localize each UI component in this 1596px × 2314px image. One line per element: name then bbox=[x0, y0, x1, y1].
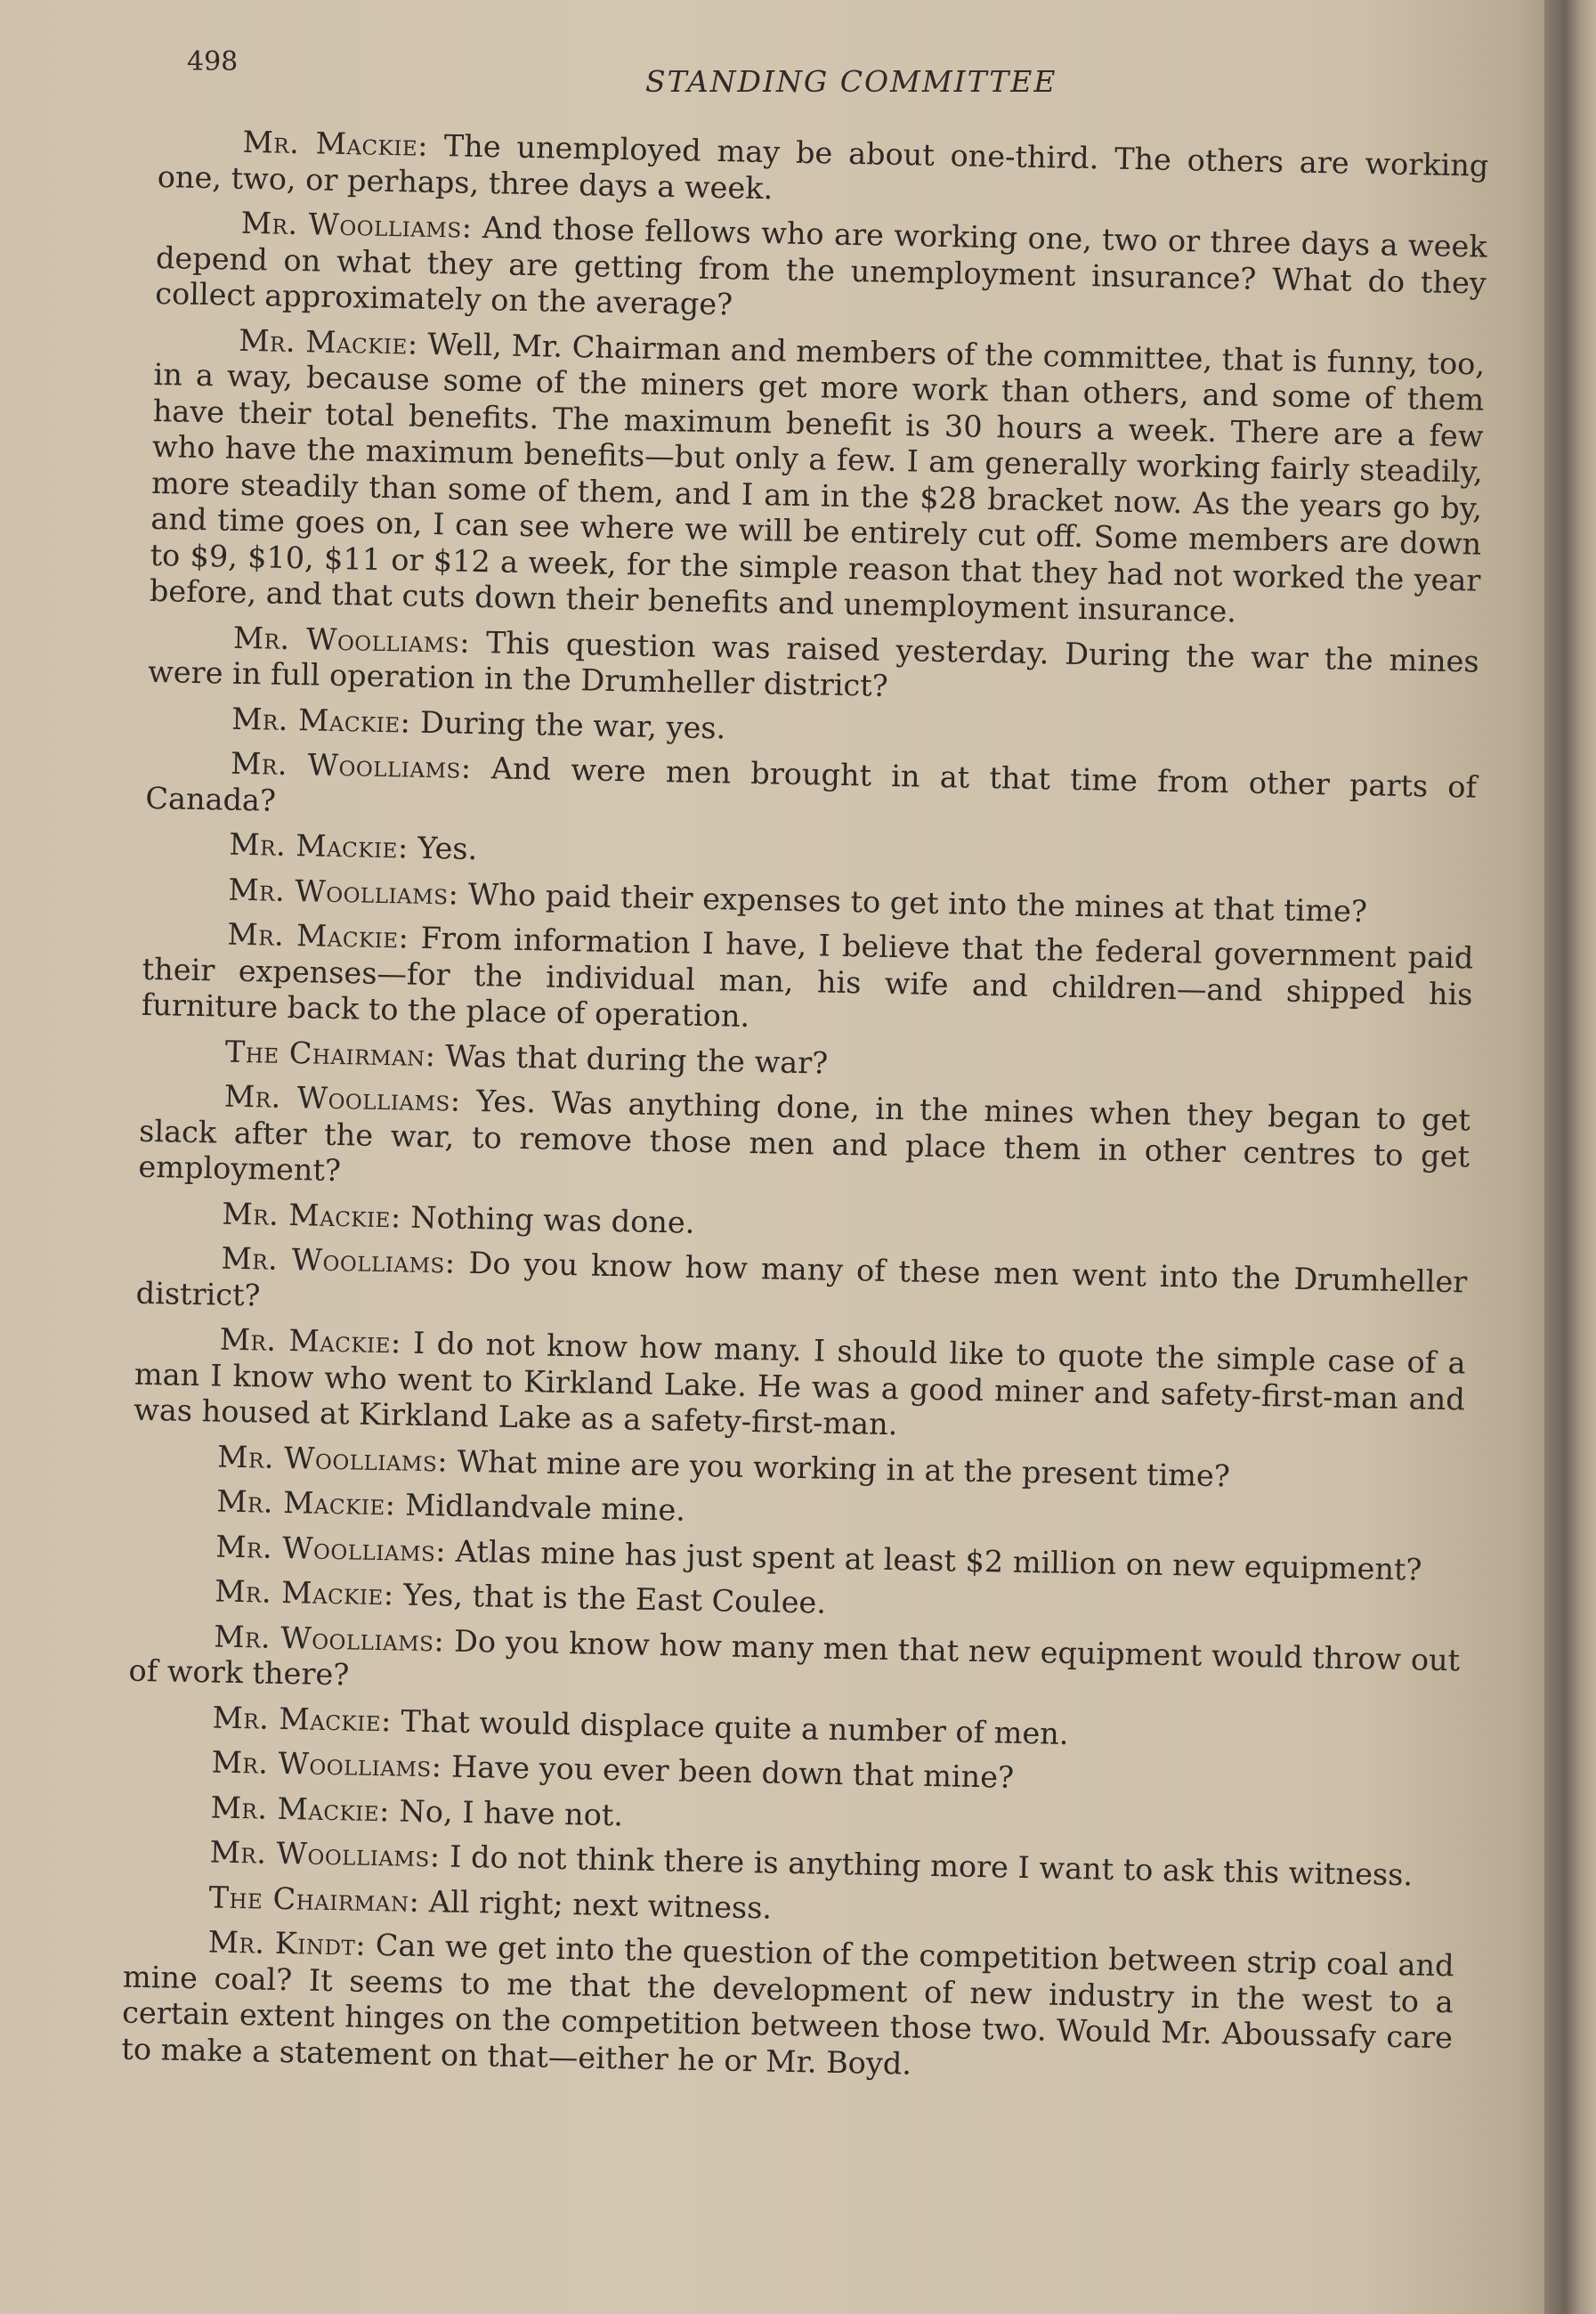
speaker-label: Mr. Woolliams: bbox=[240, 205, 473, 245]
paragraph bbox=[128, 1617, 1460, 1715]
paragraph-text: Yes. bbox=[408, 830, 478, 867]
speaker-label: Mr. Mackie: bbox=[242, 124, 429, 163]
speaker-label: Mr. Woolliams: bbox=[211, 1744, 442, 1784]
speaker-label: Mr. Woolliams: bbox=[214, 1619, 445, 1658]
paragraph-text: All right; next witness. bbox=[418, 1883, 773, 1926]
paragraph-text: And those fellows who are working one, two or three days a week depend on what they are getting from the unemployment insurance? What do they collect approximately on the average? bbox=[154, 209, 1487, 322]
paragraph-text: Nothing was done. bbox=[401, 1198, 695, 1240]
paragraph-text: Atlas mine has just spent at least $2 million on new equipment? bbox=[445, 1533, 1422, 1587]
paragraph-text: And were men brought in at that time from other parts of Canada? bbox=[145, 750, 1478, 818]
paragraph-text: Well, Mr. Chairman and members of the committee, that is funny, too, in a way, because some of the miners get more work than others, and some of them have their total benefits. The maximum benefit is 30 hours a week. There are a few who have the maximum benefits—but only a few. I am generally working fairly steadily, more steadily than some of them, and I am in the $28 bracket now. As the years go by, and time goes on, I can see where we will be entirely cut off. Some members are down to $9, $10, $11 or $12 a week, for the simple reason that they had not worked the year before, and that cuts down their benefits and unemployment insurance. bbox=[149, 326, 1486, 629]
paragraph bbox=[155, 204, 1487, 337]
paragraph-text: That would displace quite a number of men. bbox=[391, 1702, 1069, 1751]
speaker-label: Mr. Mackie: bbox=[212, 1699, 393, 1738]
speaker-label: The Chairman: bbox=[224, 1034, 436, 1073]
speaker-label: Mr. Kindt: bbox=[207, 1924, 367, 1962]
book-spine-shadow bbox=[1544, 0, 1596, 2314]
paragraph bbox=[134, 1320, 1466, 1454]
speaker-label: Mr. Mackie: bbox=[231, 701, 411, 740]
paragraph-text: Yes. Was anything done, in the mines when they began to get slack after the war, to remove those men and place them in other centres to get employment? bbox=[138, 1083, 1471, 1189]
paragraph bbox=[142, 915, 1474, 1049]
paragraph bbox=[121, 1923, 1454, 2093]
speaker-label: Mr. Mackie: bbox=[222, 1196, 402, 1234]
paragraph bbox=[135, 1239, 1467, 1337]
paragraph-text: Who paid their expenses to get into the mines at that time? bbox=[458, 876, 1368, 929]
paragraph bbox=[150, 321, 1486, 635]
paragraph-text: From information I have, I believe that the federal government paid their expenses—for the individual man, his wife and children—and shipped his furniture back to the place of operation. bbox=[141, 920, 1474, 1034]
paragraph bbox=[145, 744, 1477, 842]
speaker-label: Mr. Woolliams: bbox=[216, 1439, 449, 1479]
speaker-label: Mr. Mackie: bbox=[238, 322, 419, 361]
paragraph-text: Yes, that is the East Coulee. bbox=[393, 1577, 827, 1620]
paragraph-text: Midlandvale mine. bbox=[395, 1487, 686, 1528]
paragraph-text: I do not think there is anything more I want to ask this witness. bbox=[440, 1839, 1414, 1893]
speaker-label: Mr. Mackie: bbox=[219, 1321, 402, 1360]
speaker-label: Mr. Woolliams: bbox=[232, 620, 471, 660]
paragraph-text: Can we get into the question of the competition between strip coal and mine coal? It seems to me that the development of new industry in the west to a certain extent hinges on the competition between those two. Would Mr. Aboussafy care to make a statement on that—either he or Mr. Boyd. bbox=[121, 1927, 1454, 2082]
paragraph-text: What mine are you working in at the present time? bbox=[447, 1443, 1231, 1493]
paragraph bbox=[157, 123, 1488, 221]
running-head: STANDING COMMITTEE bbox=[645, 64, 1057, 99]
paragraph-text: The unemployed may be about one-third. The others are working one, two, or perhaps, three days a week. bbox=[157, 127, 1489, 206]
paragraph-text: Do you know how many men that new equipment would throw out of work there? bbox=[128, 1622, 1461, 1693]
speaker-label: Mr. Woolliams: bbox=[230, 745, 473, 785]
speaker-label: Mr. Woolliams: bbox=[215, 1529, 447, 1568]
speaker-label: Mr. Mackie: bbox=[229, 826, 409, 865]
paragraph-text: No, I have not. bbox=[389, 1792, 624, 1832]
paragraph-text: Was that during the war? bbox=[435, 1037, 829, 1081]
speaker-label: Mr. Woolliams: bbox=[209, 1834, 441, 1874]
paragraph bbox=[138, 1077, 1470, 1211]
speaker-label: Mr. Mackie: bbox=[210, 1789, 391, 1828]
paragraph-text: Do you know how many of these men went into the Drumheller district? bbox=[135, 1245, 1468, 1312]
paragraph-text: This question was raised yesterday. During the war the mines were in full operation in the Drumheller district? bbox=[147, 624, 1480, 703]
transcript-body bbox=[121, 123, 1489, 2101]
speaker-label: Mr. Mackie: bbox=[214, 1573, 394, 1612]
speaker-label: Mr. Woolliams: bbox=[223, 1078, 462, 1118]
speaker-label: Mr. Woolliams: bbox=[221, 1240, 457, 1280]
speaker-label: Mr. Woolliams: bbox=[228, 872, 459, 912]
speaker-label: Mr. Mackie: bbox=[227, 916, 409, 955]
paragraph-text: Have you ever been down that mine? bbox=[442, 1749, 1015, 1795]
paragraph-text: I do not know how many. I should like to quote the simple case of a man I know who went to Kirkland Lake. He was a good miner and safety-first-man and was housed at Kirkland Lake as a safety-first-man. bbox=[133, 1325, 1466, 1442]
speaker-label: The Chairman: bbox=[208, 1879, 420, 1919]
speaker-label: Mr. Mackie: bbox=[215, 1483, 396, 1522]
page-number: 498 bbox=[187, 46, 239, 77]
paragraph bbox=[148, 618, 1479, 716]
paragraph-text: During the war, yes. bbox=[410, 704, 726, 745]
